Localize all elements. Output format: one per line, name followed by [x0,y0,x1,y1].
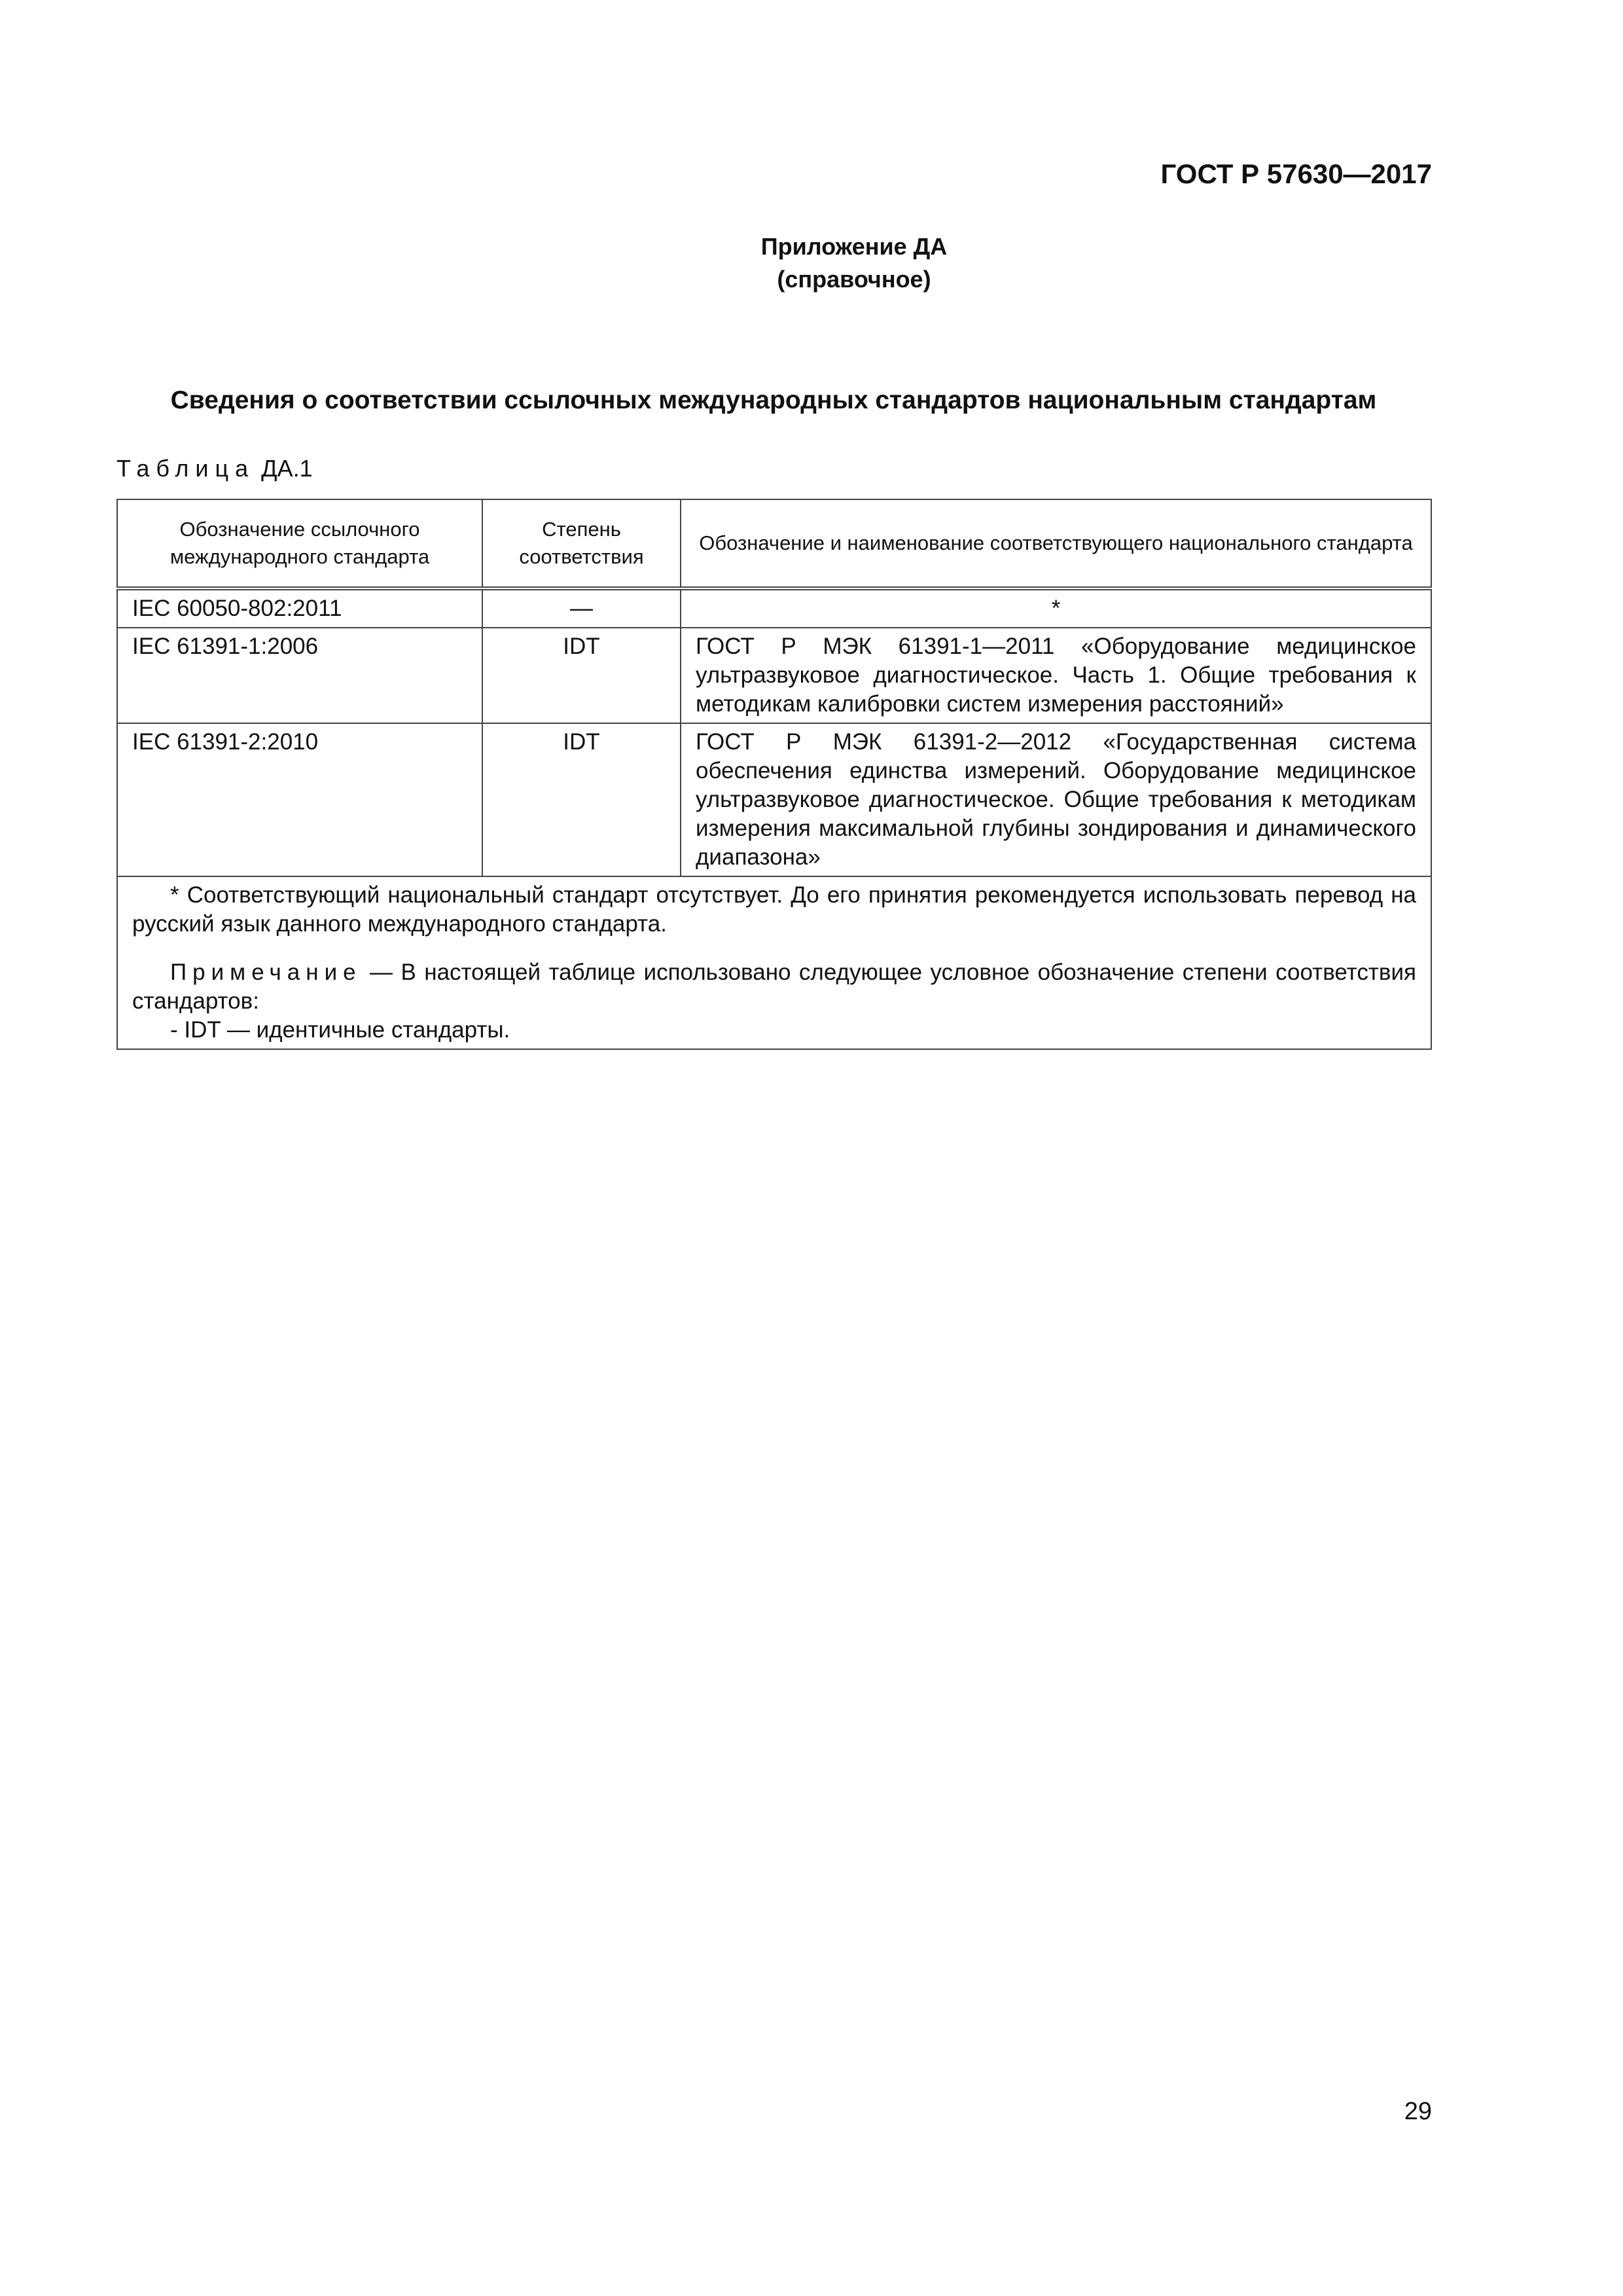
table-caption-number: ДА.1 [261,455,313,482]
cell-national-standard: ГОСТ Р МЭК 61391-2—2012 «Государственная система обеспечения единства измерений. Оборудование медицинское ультразвуковое диагностическое. Общие требования к методикам измерения максимальной глубины зондирования и динамического диапазона» [681,723,1431,876]
note-label: Примечание [170,960,362,985]
appendix-subtitle: (справочное) [777,266,931,293]
table-row [117,723,1431,876]
cell-degree: IDT [482,723,681,876]
cell-degree: — [482,588,681,628]
table-footer [117,876,1431,1049]
standards-table [116,499,1432,1050]
appendix-heading [0,230,1623,296]
header-intl-standard: Обозначение ссылочного международного стандарта [117,499,482,588]
document-code: ГОСТ Р 57630—2017 [1160,158,1432,189]
cell-intl-standard: IEC 61391-1:2006 [117,628,482,723]
section-title: Сведения о соответствии ссылочных международных стандартов национальным стандартам [170,386,1377,414]
page-number: 29 [1404,2098,1432,2125]
table-footer-row [117,876,1431,1049]
note-item: - IDT — идентичные стандарты. [170,1017,510,1043]
appendix-title: Приложение ДА [760,233,948,260]
table-row [117,628,1431,723]
header-national-standard: Обозначение и наименование соответствующего национального стандарта [681,499,1431,588]
footnote: * Соответствующий национальный стандарт отсутствует. До его принятия рекомендуется использовать перевод на русский язык данного международного стандарта. [132,882,1416,937]
cell-intl-standard: IEC 61391-2:2010 [117,723,482,876]
header-degree: Степень соответствия [482,499,681,588]
cell-intl-standard: IEC 60050-802:2011 [117,588,482,628]
note [132,958,1416,1016]
cell-degree: IDT [482,628,681,723]
table-caption-word: Таблица [116,455,255,482]
table-caption [116,455,313,482]
table-header-row [117,499,1431,588]
note-text: — В настоящей таблице использовано следующее условное обозначение степени соответствия стандартов: [132,960,1416,1014]
cell-national-standard: ГОСТ Р МЭК 61391-1—2011 «Оборудование медицинское ультразвуковое диагностическое. Часть 1. Общие требования к методикам калибровки систем измерения расстояний» [681,628,1431,723]
table-row [117,588,1431,628]
cell-national-standard: * [681,588,1431,628]
